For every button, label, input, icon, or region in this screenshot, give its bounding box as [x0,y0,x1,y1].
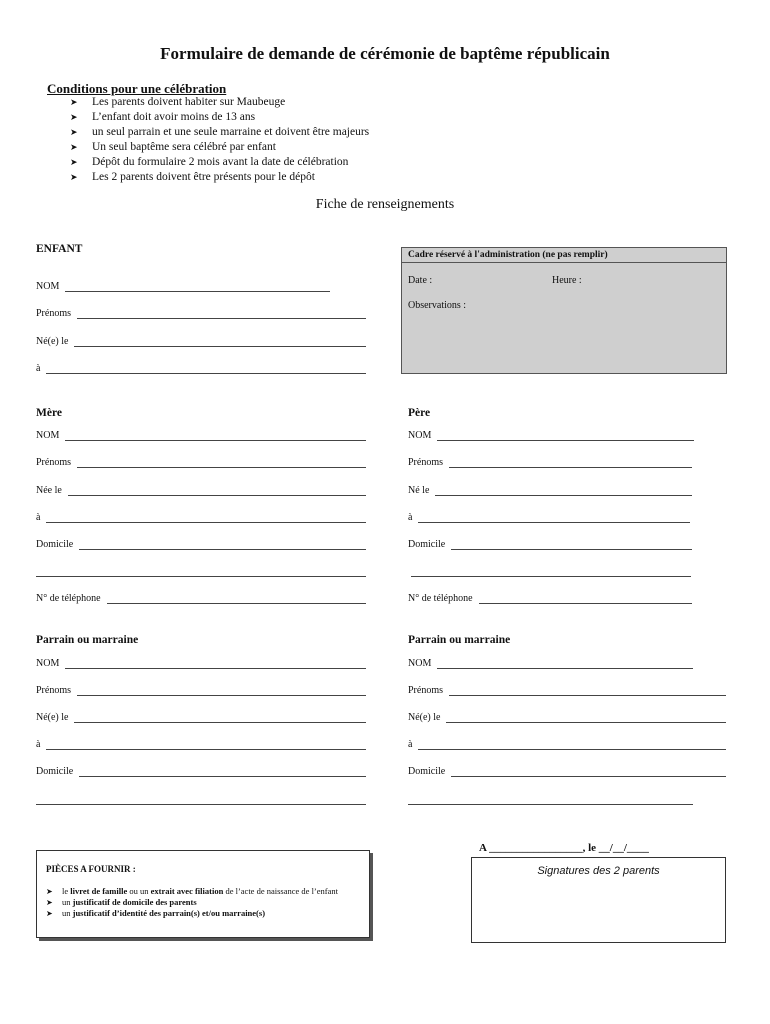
parrain-left-domicile-field[interactable]: Domicile [36,763,366,777]
parrain-right-naissance-field[interactable]: Né(e) le [408,709,726,723]
enfant-prenoms-field[interactable]: Prénoms [36,305,366,319]
arrow-bullet-icon: ➤ [46,887,53,896]
parrain-left-lieu-field[interactable]: à [36,736,366,750]
pieces-item: ➤ un justificatif d’identité des parrain(s) et/ou marraine(s) [46,908,266,918]
admin-box [401,247,727,374]
condition-item: ➤ L’enfant doit avoir moins de 13 ans [70,111,369,126]
condition-item: ➤ un seul parrain et une seule marraine et doivent être majeurs [70,126,369,141]
pieces-heading: PIÈCES A FOURNIR : [46,864,136,874]
parrain-right-lieu-field[interactable]: à [408,736,726,750]
parrain-left-nom-field[interactable]: NOM [36,655,366,669]
conditions-heading: Conditions pour une célébration [47,81,227,96]
pere-domicile-field[interactable]: Domicile [408,536,692,550]
conditions-list [70,96,369,185]
parrain-left-prenoms-field[interactable]: Prénoms [36,682,366,696]
fiche-title: Fiche de renseignements [315,197,455,212]
signature-label: Signatures des 2 parents [537,865,660,877]
signature-box[interactable] [471,857,726,943]
enfant-nom-field[interactable]: NOM [36,278,330,292]
enfant-lieu-field[interactable]: à [36,360,366,374]
parrain-left-domicile-line2[interactable] [36,791,366,805]
pere-heading: Père [408,407,431,419]
parrain-right-domicile-line2[interactable] [408,791,693,805]
pere-domicile-line2[interactable] [411,563,691,577]
condition-item: ➤ Les 2 parents doivent être présents pour le dépôt [70,171,369,186]
parrain-left-heading: Parrain ou marraine [36,634,139,646]
pere-nom-field[interactable]: NOM [408,427,694,441]
mere-prenoms-field[interactable]: Prénoms [36,454,366,468]
arrow-bullet-icon: ➤ [70,142,78,153]
arrow-bullet-icon: ➤ [70,157,78,168]
arrow-bullet-icon: ➤ [70,112,78,123]
condition-item: ➤ Un seul baptême sera célébré par enfant [70,141,369,156]
pere-naissance-field[interactable]: Né le [408,482,692,496]
pere-lieu-field[interactable]: à [408,509,690,523]
pieces-box [36,850,370,938]
arrow-bullet-icon: ➤ [70,98,78,108]
pieces-item: ➤ un justificatif de domicile des parents [46,897,197,907]
parrain-left-naissance-field[interactable]: Né(e) le [36,709,366,723]
mere-domicile-field[interactable]: Domicile [36,536,366,550]
enfant-naissance-field[interactable]: Né(e) le [36,333,366,347]
parrain-right-nom-field[interactable]: NOM [408,655,693,669]
enfant-heading: ENFANT [36,243,83,255]
arrow-bullet-icon: ➤ [46,898,53,907]
parrain-right-domicile-field[interactable]: Domicile [408,763,726,777]
mere-telephone-field[interactable]: N° de téléphone [36,590,366,604]
condition-item: ➤ Dépôt du formulaire 2 mois avant la date de célébration [70,156,369,171]
admin-heure-label: Heure : [552,275,582,286]
mere-lieu-field[interactable]: à [36,509,366,523]
arrow-bullet-icon: ➤ [46,909,53,918]
form-title: Formulaire de demande de cérémonie de baptême républicain [160,44,610,63]
mere-naissance-field[interactable]: Née le [36,482,366,496]
condition-item: ➤ Les parents doivent habiter sur Maubeuge [70,96,369,111]
pieces-list [46,886,361,919]
mere-domicile-line2[interactable] [36,563,366,577]
pere-prenoms-field[interactable]: Prénoms [408,454,692,468]
arrow-bullet-icon: ➤ [70,127,78,138]
pieces-item: ➤ le livret de famille ou un extrait avec filiation de l’acte de naissance de l’enfant [46,886,339,896]
mere-heading: Mère [36,407,62,419]
parrain-right-heading: Parrain ou marraine [408,634,511,646]
mere-nom-field[interactable]: NOM [36,427,366,441]
admin-heading: Cadre réservé à l'administration (ne pas remplir) [402,248,726,263]
pere-telephone-field[interactable]: N° de téléphone [408,590,692,604]
place-date-line[interactable]: A _________________, le __/__/____ [479,842,649,854]
admin-date-label: Date : [408,275,433,286]
arrow-bullet-icon: ➤ [70,172,78,183]
parrain-right-prenoms-field[interactable]: Prénoms [408,682,726,696]
admin-observations-label: Observations : [408,300,467,311]
